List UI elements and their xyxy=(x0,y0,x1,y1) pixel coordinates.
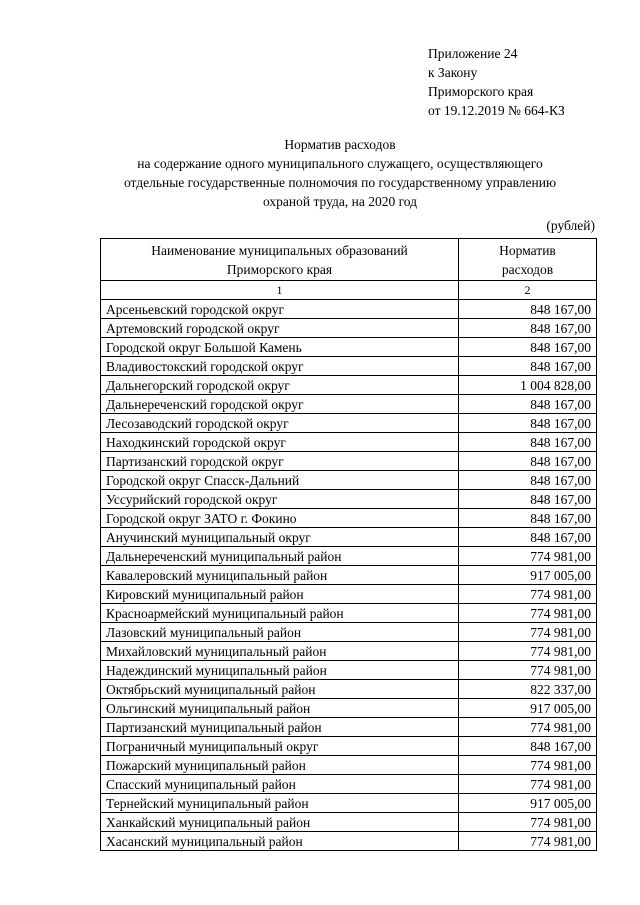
table-row xyxy=(101,604,597,623)
title-line: на содержание одного муниципального служащего, осуществляющего xyxy=(137,156,543,171)
municipality-name: Артемовский городской округ xyxy=(101,319,459,338)
norm-value: 774 981,00 xyxy=(459,547,597,566)
appendix-block xyxy=(428,44,565,120)
municipality-name: Хасанский муниципальный район xyxy=(101,832,459,851)
table-row xyxy=(101,300,597,319)
norm-value: 774 981,00 xyxy=(459,585,597,604)
municipality-name: Дальнереченский муниципальный район xyxy=(101,547,459,566)
norm-table xyxy=(100,238,597,851)
municipality-name: Тернейский муниципальный район xyxy=(101,794,459,813)
column-number-row xyxy=(101,281,597,300)
table-row xyxy=(101,395,597,414)
norm-value: 848 167,00 xyxy=(459,490,597,509)
norm-value: 848 167,00 xyxy=(459,414,597,433)
table-row xyxy=(101,642,597,661)
norm-value: 774 981,00 xyxy=(459,756,597,775)
header-line: расходов xyxy=(501,261,554,277)
norm-value: 917 005,00 xyxy=(459,566,597,585)
table-row xyxy=(101,794,597,813)
norm-value: 774 981,00 xyxy=(459,775,597,794)
header-line: Наименование муниципальных образований xyxy=(151,242,408,258)
table-row xyxy=(101,756,597,775)
norm-value: 848 167,00 xyxy=(459,357,597,376)
document-title xyxy=(60,135,620,211)
municipality-name: Михайловский муниципальный район xyxy=(101,642,459,661)
unit-label: (рублей) xyxy=(546,218,595,233)
norm-value: 1 004 828,00 xyxy=(459,376,597,395)
table-row xyxy=(101,338,597,357)
table-body xyxy=(101,300,597,851)
norm-value: 774 981,00 xyxy=(459,813,597,832)
norm-value: 848 167,00 xyxy=(459,319,597,338)
municipality-name: Партизанский муниципальный район xyxy=(101,718,459,737)
municipality-name: Надеждинский муниципальный район xyxy=(101,661,459,680)
title-line: отдельные государственные полномочия по государственному управлению xyxy=(123,175,557,190)
municipality-name: Находкинский городской округ xyxy=(101,433,459,452)
appendix-line: Приморского края xyxy=(428,84,534,99)
header-municipality xyxy=(101,239,459,281)
norm-value: 848 167,00 xyxy=(459,300,597,319)
header-line: Норматив xyxy=(499,242,556,258)
table-row xyxy=(101,832,597,851)
table-row xyxy=(101,490,597,509)
municipality-name: Спасский муниципальный район xyxy=(101,775,459,794)
norm-value: 848 167,00 xyxy=(459,452,597,471)
municipality-name: Владивостокский городской округ xyxy=(101,357,459,376)
table-row xyxy=(101,528,597,547)
table-row xyxy=(101,319,597,338)
municipality-name: Октябрьский муниципальный район xyxy=(101,680,459,699)
municipality-name: Пожарский муниципальный район xyxy=(101,756,459,775)
table-row xyxy=(101,414,597,433)
table-row xyxy=(101,433,597,452)
column-number: 1 xyxy=(101,281,459,300)
norm-value: 848 167,00 xyxy=(459,433,597,452)
norm-value: 774 981,00 xyxy=(459,642,597,661)
municipality-name: Дальнегорский городской округ xyxy=(101,376,459,395)
municipality-name: Красноармейский муниципальный район xyxy=(101,604,459,623)
norm-value: 774 981,00 xyxy=(459,832,597,851)
table-row xyxy=(101,718,597,737)
norm-value: 774 981,00 xyxy=(459,718,597,737)
table-row xyxy=(101,471,597,490)
table-row xyxy=(101,775,597,794)
municipality-name: Кировский муниципальный район xyxy=(101,585,459,604)
title-line: Норматив расходов xyxy=(284,137,396,152)
norm-value: 848 167,00 xyxy=(459,338,597,357)
municipality-name: Городской округ Большой Камень xyxy=(101,338,459,357)
table-row xyxy=(101,566,597,585)
table-row xyxy=(101,585,597,604)
norm-value: 917 005,00 xyxy=(459,699,597,718)
municipality-name: Пограничный муниципальный округ xyxy=(101,737,459,756)
appendix-line: Приложение 24 xyxy=(428,46,518,61)
norm-value: 848 167,00 xyxy=(459,509,597,528)
municipality-name: Городской округ Спасск-Дальний xyxy=(101,471,459,490)
norm-value: 917 005,00 xyxy=(459,794,597,813)
table-row xyxy=(101,623,597,642)
table-row xyxy=(101,509,597,528)
table-header-row xyxy=(101,239,597,281)
municipality-name: Городской округ ЗАТО г. Фокино xyxy=(101,509,459,528)
municipality-name: Анучинский муниципальный округ xyxy=(101,528,459,547)
table-row xyxy=(101,661,597,680)
table-row xyxy=(101,376,597,395)
column-number: 2 xyxy=(459,281,597,300)
table-row xyxy=(101,699,597,718)
table-row xyxy=(101,813,597,832)
norm-value: 848 167,00 xyxy=(459,528,597,547)
municipality-name: Партизанский городской округ xyxy=(101,452,459,471)
norm-value: 848 167,00 xyxy=(459,471,597,490)
municipality-name: Ольгинский муниципальный район xyxy=(101,699,459,718)
municipality-name: Ханкайский муниципальный район xyxy=(101,813,459,832)
title-line: охраной труда, на 2020 год xyxy=(262,194,418,209)
norm-value: 848 167,00 xyxy=(459,395,597,414)
table-row xyxy=(101,452,597,471)
table-row xyxy=(101,547,597,566)
appendix-line: к Закону xyxy=(428,65,478,80)
header-norm xyxy=(459,239,597,281)
table-row xyxy=(101,357,597,376)
municipality-name: Кавалеровский муниципальный район xyxy=(101,566,459,585)
norm-value: 848 167,00 xyxy=(459,737,597,756)
norm-value: 774 981,00 xyxy=(459,623,597,642)
table-row xyxy=(101,737,597,756)
municipality-name: Дальнереченский городской округ xyxy=(101,395,459,414)
norm-value: 774 981,00 xyxy=(459,604,597,623)
norm-value: 822 337,00 xyxy=(459,680,597,699)
municipality-name: Уссурийский городской округ xyxy=(101,490,459,509)
table-row xyxy=(101,680,597,699)
header-line: Приморского края xyxy=(226,261,333,277)
municipality-name: Лесозаводский городской округ xyxy=(101,414,459,433)
norm-value: 774 981,00 xyxy=(459,661,597,680)
municipality-name: Лазовский муниципальный район xyxy=(101,623,459,642)
municipality-name: Арсеньевский городской округ xyxy=(101,300,459,319)
appendix-line: от 19.12.2019 № 664-КЗ xyxy=(428,103,565,118)
